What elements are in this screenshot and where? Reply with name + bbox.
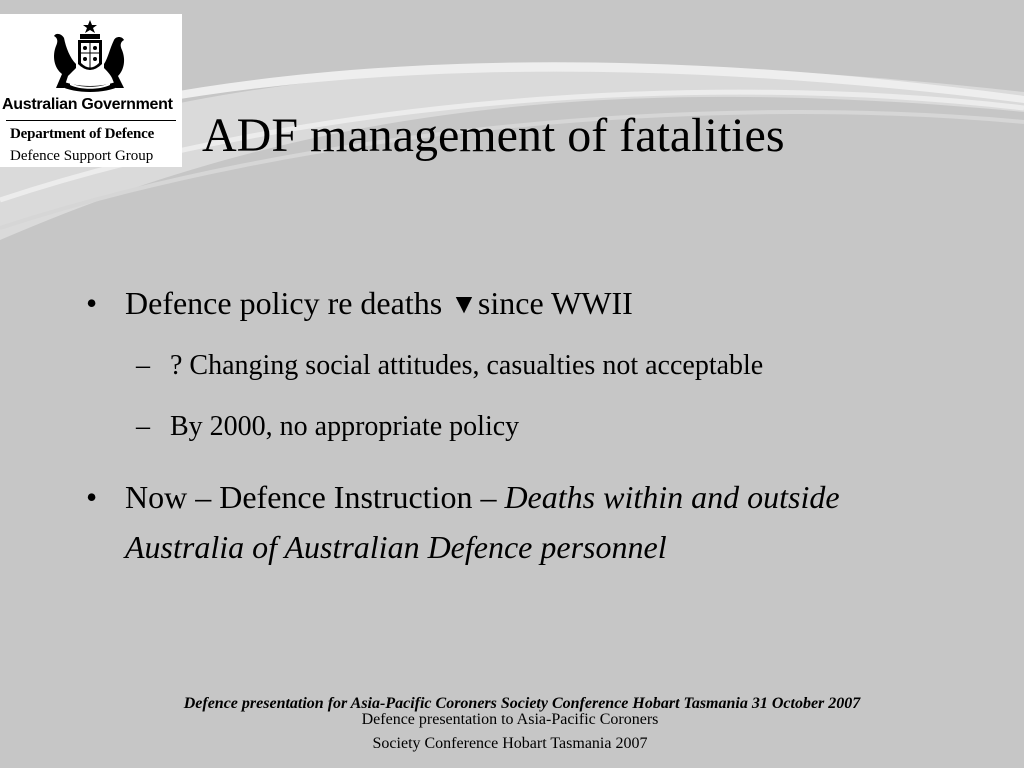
group-name: Defence Support Group: [10, 148, 154, 164]
bullet-text-start: Defence policy re deaths: [125, 285, 451, 321]
slide-title: ADF management of fatalities: [202, 109, 785, 162]
bullet-text: [125, 472, 965, 572]
bullet-text-italic: Deaths within and outside Australia of Australian Defence personnel: [125, 479, 840, 565]
bullet-icon: •: [86, 285, 98, 321]
slide-footer: Defence presentation to Asia-Pacific Coroners Society Conference Hobart Tasmania 2007: [361, 711, 659, 752]
bullet-text-plain: Now – Defence Instruction –: [125, 479, 505, 515]
department-name: Department of Defence: [10, 126, 155, 142]
footer-banner: Defence presentation for Asia-Pacific Coroners Society Conference Hobart Tasmania 31 October 2007: [183, 695, 861, 712]
down-arrow-icon: ▼: [450, 289, 478, 320]
bullet-text-end: since WWII: [477, 285, 633, 321]
australian-government-logo: [0, 14, 182, 167]
dash-icon: –: [136, 350, 150, 381]
bullet-icon: •: [86, 479, 98, 515]
bullet-text: [125, 278, 965, 331]
sub-bullet-text: By 2000, no appropriate policy: [170, 411, 520, 442]
logo-divider: [6, 120, 176, 121]
dash-icon: –: [136, 411, 150, 442]
sub-bullet-text: ? Changing social attitudes, casualties not acceptable: [170, 350, 764, 381]
government-name: Australian Government: [2, 96, 173, 113]
coat-of-arms-icon: [40, 18, 140, 98]
